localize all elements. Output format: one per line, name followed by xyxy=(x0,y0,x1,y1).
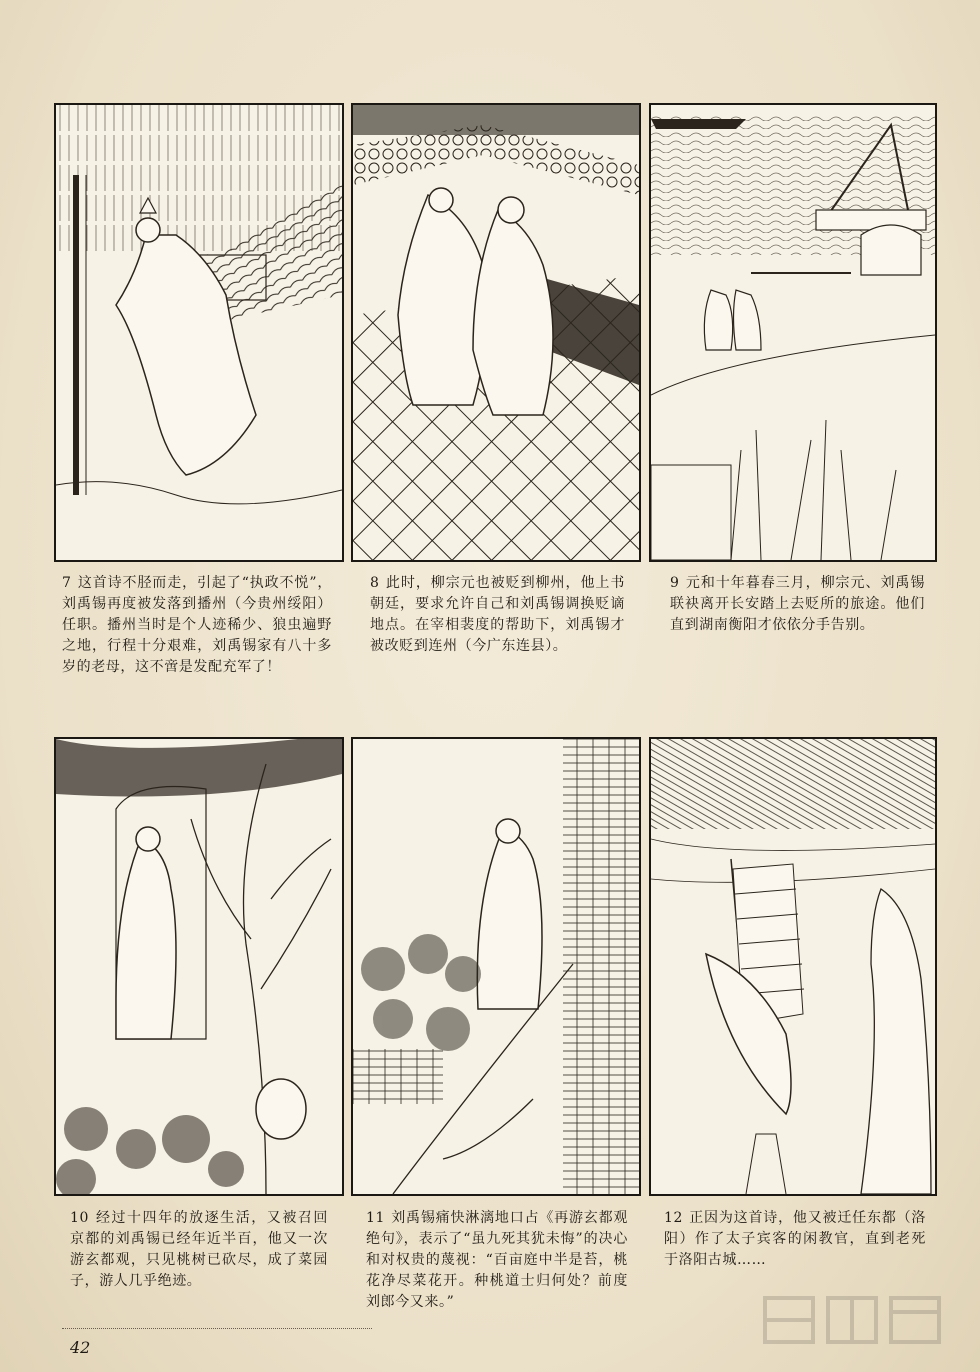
caption-number: 9 xyxy=(670,575,680,591)
caption-panel-9 xyxy=(670,573,925,636)
caption-text: 正因为这首诗，他又被迁任东都（洛阳）作了太子宾客的闲教官，直到老死于洛阳古城…… xyxy=(664,1210,926,1268)
caption-panel-8 xyxy=(370,573,625,657)
caption-number: 11 xyxy=(366,1210,386,1226)
caption-text: 此时，柳宗元也被贬到柳州，他上书朝廷，要求允许自己和刘禹锡调换贬谪地点。在宰相裴度的帮助下，刘禹锡才被改贬到连州（今广东连县）。 xyxy=(370,575,625,654)
caption-text: 刘禹锡痛快淋漓地口占《再游玄都观绝句》，表示了“虽九死其犹未悔”的决心和对权贵的蔑视：“百亩庭中半是苔，桃花净尽菜花开。种桃道士归何处？前度刘郎今又来。” xyxy=(366,1210,628,1310)
panel-8-illustration xyxy=(351,103,641,562)
footer-divider xyxy=(62,1328,372,1329)
caption-panel-7 xyxy=(62,573,332,678)
panel-9-drawing xyxy=(651,105,935,560)
caption-text: 经过十四年的放逐生活，又被召回京都的刘禹锡已经年近半百，他又一次游玄都观，只见桃树已砍尽，成了菜园子，游人几乎绝迹。 xyxy=(70,1210,328,1289)
caption-number: 12 xyxy=(664,1210,684,1226)
panel-12-illustration xyxy=(649,737,937,1196)
panel-7-illustration xyxy=(54,103,344,562)
caption-number: 7 xyxy=(62,575,72,591)
caption-panel-11 xyxy=(366,1208,628,1313)
panel-7-drawing xyxy=(56,105,342,560)
caption-text: 元和十年暮春三月，柳宗元、刘禹锡联袂离开长安踏上去贬所的旅途。他们直到湖南衡阳才依依分手告别。 xyxy=(670,575,925,633)
panel-12-drawing xyxy=(651,739,935,1194)
panel-9-illustration xyxy=(649,103,937,562)
watermark-logo-icon xyxy=(760,1290,950,1350)
panel-10-illustration xyxy=(54,737,344,1196)
caption-panel-10 xyxy=(70,1208,328,1292)
panel-11-illustration xyxy=(351,737,641,1196)
caption-number: 8 xyxy=(370,575,380,591)
caption-text: 这首诗不胫而走，引起了“执政不悦”，刘禹锡再度被发落到播州（今贵州绥阳）任职。播州当时是个人迹稀少、狼虫遍野之地，行程十分艰难，刘禹锡家有八十多岁的老母，这不啻是发配充军了！ xyxy=(62,575,332,675)
panel-10-drawing xyxy=(56,739,342,1194)
caption-panel-12 xyxy=(664,1208,926,1271)
page-number: 42 xyxy=(70,1338,91,1357)
caption-number: 10 xyxy=(70,1210,90,1226)
panel-11-drawing xyxy=(353,739,639,1194)
panel-8-drawing xyxy=(353,105,639,560)
